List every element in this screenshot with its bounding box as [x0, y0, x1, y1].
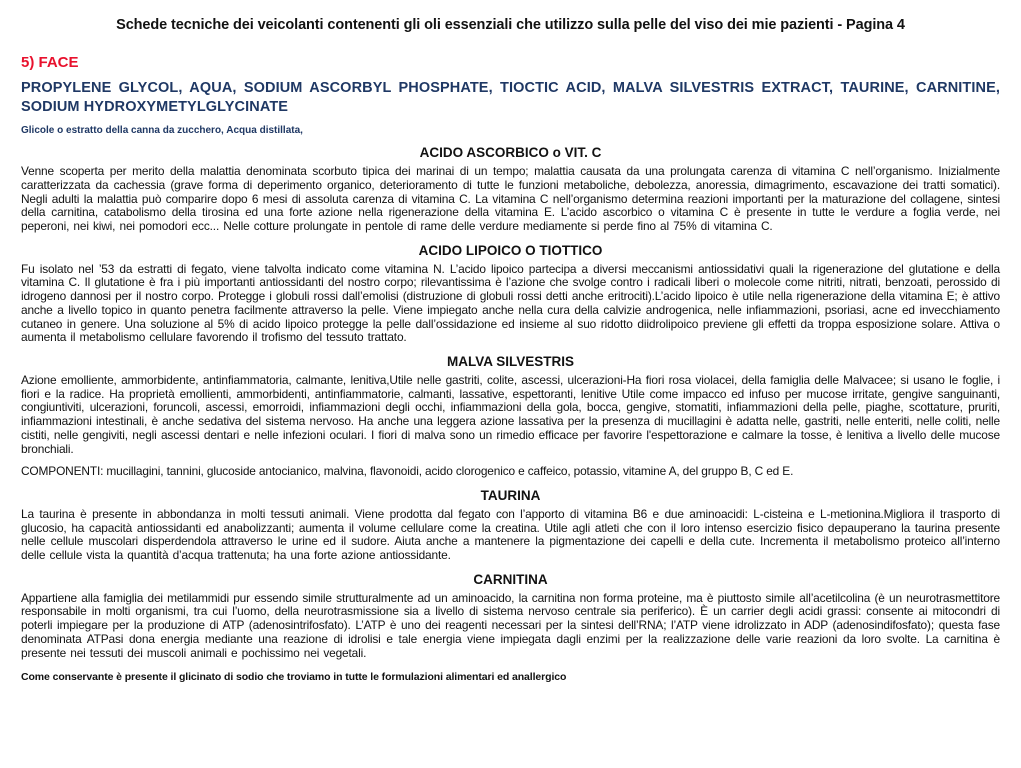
section-heading-taurina: TAURINA: [480, 487, 541, 503]
section-body-acido-ascorbico: Venne scoperta per merito della malattia denominata scorbuto tipica dei marinai di un tempo; malattia causata da una prolungata carenza di vitamina C nell’organismo. Inizialmente caratterizzata da cachessia (grave forma di deperimento organico, deterioramento di tutte le funzioni metaboliche, debolezza, anoressia, dimagrimento, escavazione dei tratti somatici). Negli adulti la malattia può comparire dopo 6 mesi di assoluta carenza di vitamina C. La vitamina C nell’organismo determina reazioni importanti per la maturazione del collagene, sintesi della carnitina, catabolismo della tirosina ed una forte azione nella rigenerazione della vitamina E. L’acido ascorbico o vitamina C è presente in tutte le verdure a foglia verde, nei peperoni, nei kiwi, nei pomodori ecc... Nelle cotture prolungate in pentole di rame delle verdure mediamente si perde fino al 75% di vitamina C.: [21, 164, 1000, 234]
componenti-line: COMPONENTI: mucillagini, tannini, glucoside antocianico, malvina, flavonoidi, acido clorogenico e caffeico, potassio, vitamine A, del gruppo B, C ed E.: [21, 464, 794, 479]
section-acido-ascorbico: [21, 145, 1000, 234]
section-heading-malva-silvestris: MALVA SILVESTRIS: [446, 353, 574, 369]
section-body-carnitina: Appartiene alla famiglia dei metilammidi pur essendo simile strutturalmente ad un aminoacido, la carnitina non forma proteine, ma è piuttosto simile all’acetilcolina (è un neurotrasmettitore responsabile in molti organismi, tra cui l’uomo, della neurotrasmissione sia a livello di sistema nervoso centrale sia periferico). È un carrier degli acidi grassi: consente ai mitocondri di poterli impiegare per la produzione di ATP (adenosintrifosfato). L’ATP è uno dei reagenti necessari per la sintesi dell’RNA; l’ATP viene idrolizzato in ADP (adenosindifosfato); questa fase denominata ATPasi dona energia mediante una reazione di idrolisi e tale energia viene impiegata dagli enzimi per la realizzazione delle varie reazioni da loro svolte. La carnitina è presente nei tessuti dei muscoli animali e pochissimo nei vegetali.: [21, 590, 1000, 660]
section-carnitina: [21, 572, 1000, 661]
section-taurina: [21, 488, 1000, 563]
page-title: Schede tecniche dei veicolanti contenenti gli oli essenziali che utilizzo sulla pelle del viso dei mie pazienti - Pagina 4: [116, 17, 905, 33]
ingredient-note: Glicole o estratto della canna da zucchero, Acqua distillata,: [21, 125, 303, 137]
section-body-taurina: La taurina è presente in abbondanza in molti tessuti animali. Viene prodotta dal fegato con l’apporto di vitamina B6 e due aminoacidi: L-cisteina e L-metionina.Migliora il trasporto di glucosio, ha capacità antiossidanti ed anabolizzanti; aumenta il volume cellulare come la creatina. Utile agli atleti che con il loro intenso esercizio fisico depauperano la taurina presente nelle cellule muscolari disperdendola attraverso le urine ed il sudore. Aiuta anche a mantenere la pigmentazione dei capelli e della cute. Incrementa il metabolismo proteico all’interno delle cellule vista la quantità d’acqua trattenuta; ha una forte azione antiossidante.: [21, 506, 1000, 563]
section-body-acido-lipoico: Fu isolato nel ’53 da estratti di fegato, viene talvolta indicato come vitamina N. L’acido lipoico partecipa a diversi meccanismi antiossidativi quali la rigenerazione del glutatione e della vitamina C. Il glutatione è fra i più importanti antiossidanti del nostro corpo; rilevantissima è l’azione che svolge contro i radicali liberi o molecole come nitriti, nitrati, benzoati, perossido di idrogeno dannosi per il nostro corpo. Protegge i globuli rossi dall’emolisi (distruzione di globuli rossi detti anche eritrociti).L’acido lipoico è utile nella rigenerazione della vitamina E; è attivo anche a livello topico in quanto penetra facilmente attraverso la pelle. Viene impiegato anche nella cura della calvizie androgenica, nelle infiammazioni, psoriasi, acne ed invecchiamento cutaneo in genere. Una soluzione al 5% di acido lipoico protegge la pelle dall’ossidazione ed insieme al suo ridotto diidrolipoico previene gli effetti da troppa esposizione solare. Attiva o aumenta il metabolismo cellulare favorendo il trofismo del tessuto trattato.: [21, 261, 1000, 345]
preservative-note: Come conservante è presente il glicinato di sodio che troviamo in tutte le formulazioni alimentari ed anallergico: [21, 671, 567, 684]
section-heading-acido-lipoico: ACIDO LIPOICO O TIOTTICO: [418, 242, 603, 258]
section-body-malva-silvestris: Azione emolliente, ammorbidente, antinfiammatoria, calmante, lenitiva,Utile nelle gastriti, colite, ascessi, ulcerazioni-Ha fiori rosa violacei, della famiglia delle Malvacee; si usano le foglie, i fiori e la radice. Ha proprietà emollienti, ammorbidenti, antinfiammatorie, calmanti, lassative, espettoranti, lenitive Utile come impacco ed infuso per mucose irritate, gengive sanguinanti, congiuntiviti, ulcerazioni, foruncoli, ascessi, emorroidi, infiammazioni degli occhi, infiammazioni della gola, bocca, gengive, stomatiti, infiammazioni della pelle, piaghe, scottature, pruriti, infiammazioni intestinali, è anche sedativa del sistema nervoso. Ha anche una leggera azione lassativa per la presenza di mucillagini è adatta nelle, gastriti, nelle enteriti, nelle coliti, nelle cistiti, nelle gengiviti, negli ascessi dentari e nelle infezioni oculari. I fiori di malva sono un rimedio efficace per favorire l'espettorazione e calmare la tosse, è lenitiva a livello delle mucose bronchiali.: [21, 372, 1000, 456]
ingredients-list: PROPYLENE GLYCOL, AQUA, SODIUM ASCORBYL PHOSPHATE, TIOCTIC ACID, MALVA SILVESTRIS EXTRACT, TAURINE, CARNITINE, SODIUM HYDROXYMETYLGLYCINATE: [21, 80, 1000, 116]
section-malva-silvestris: [21, 354, 1000, 479]
section-label-face: 5) FACE: [21, 54, 79, 71]
section-heading-carnitina: CARNITINA: [473, 571, 548, 587]
section-acido-lipoico: [21, 243, 1000, 345]
section-heading-acido-ascorbico: ACIDO ASCORBICO o VIT. C: [419, 145, 602, 161]
